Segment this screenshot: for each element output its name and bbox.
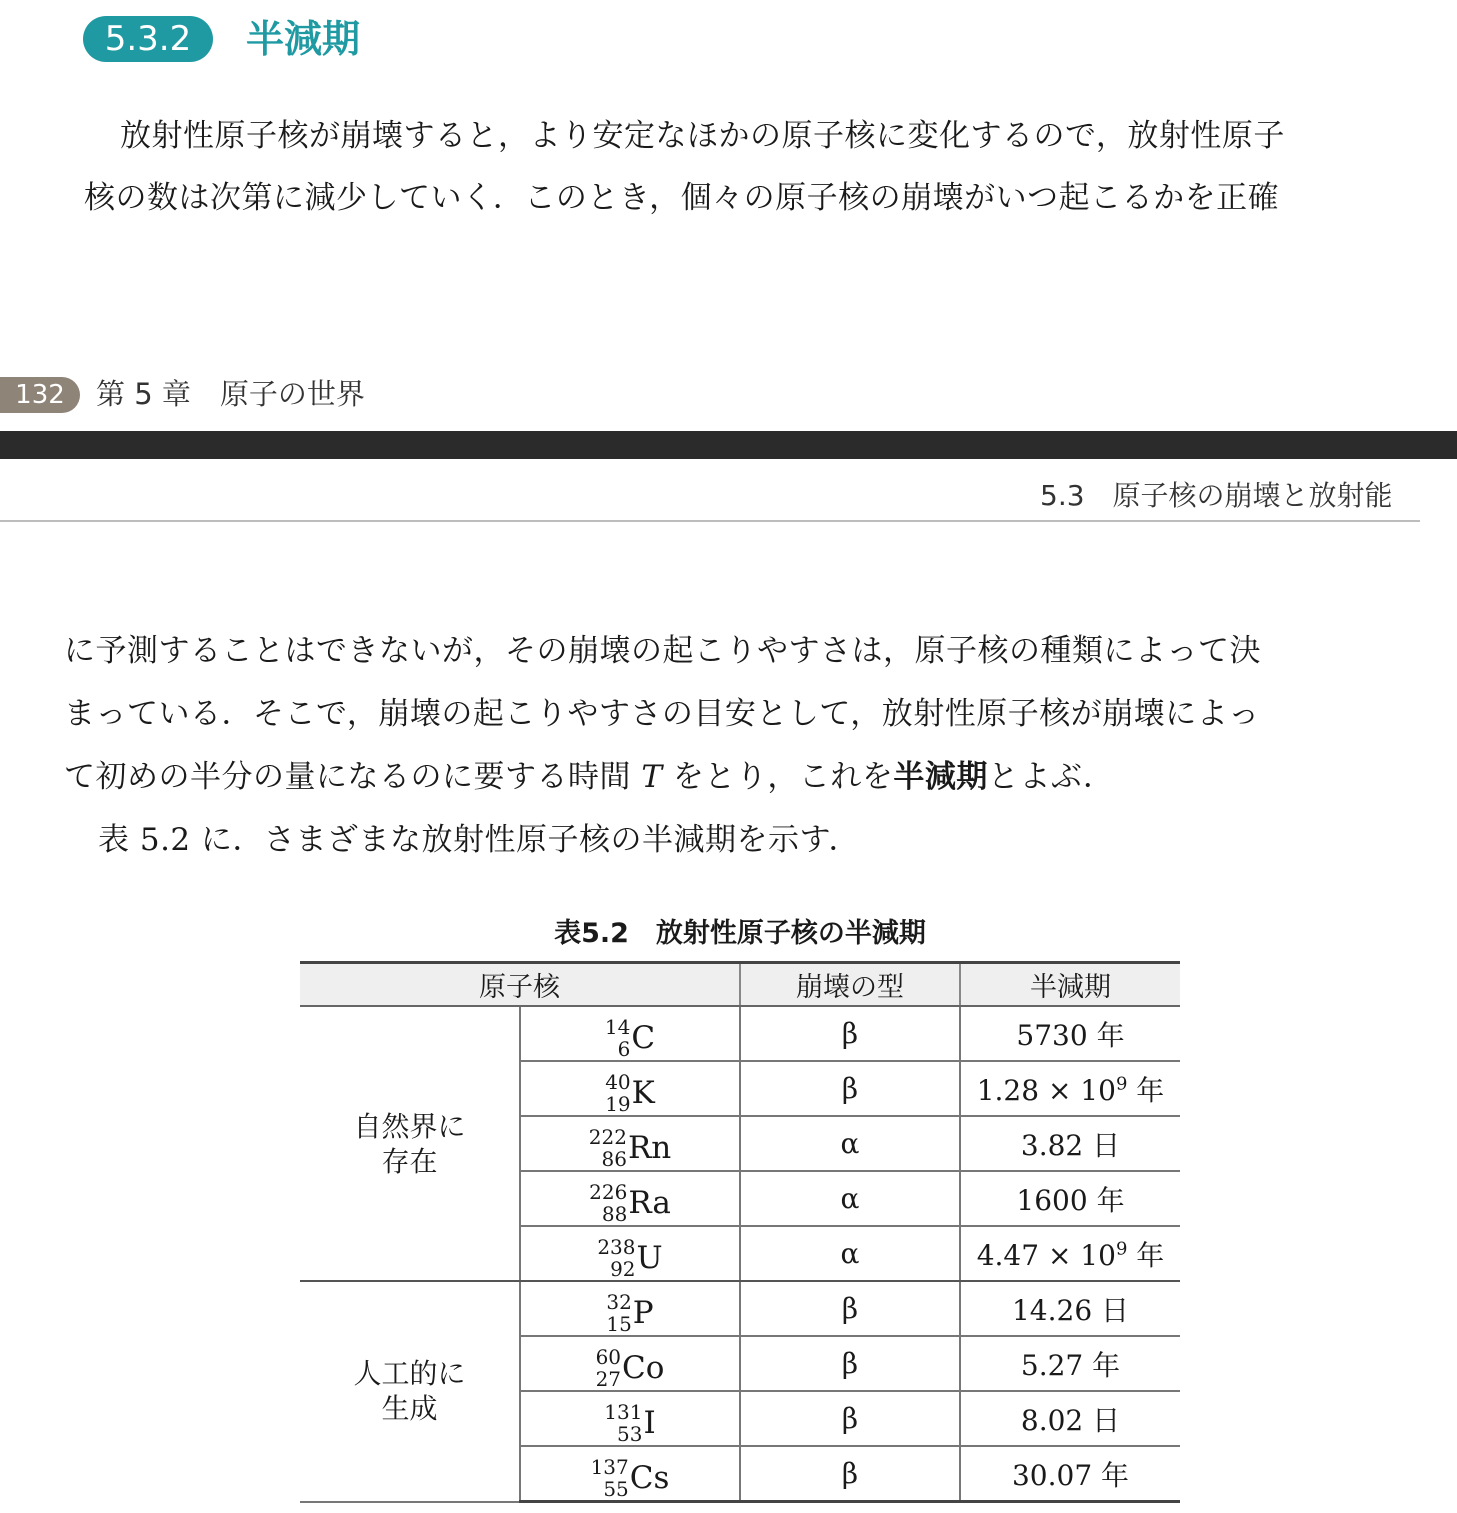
mass-number: 60 (595, 1344, 622, 1369)
group-label-line: 人工的に (353, 1357, 466, 1391)
nuclide-cell (520, 1006, 740, 1061)
half-life-cell (960, 1226, 1180, 1281)
nuclide-indices (596, 1346, 621, 1390)
nuclide-indices (597, 1236, 635, 1280)
nuclide-cell (520, 1226, 740, 1281)
header-rule (0, 520, 1420, 522)
nuclide-indices (605, 1016, 630, 1060)
table-row (300, 1281, 1180, 1336)
element-symbol: Cs (629, 1459, 670, 1496)
atomic-number: 55 (603, 1476, 629, 1501)
text-span: とよぶ． (987, 759, 1115, 795)
nuclide-cell (520, 1446, 740, 1502)
decay-type-cell: α (740, 1171, 960, 1226)
nuclide-cell (520, 1281, 740, 1336)
element-symbol: I (643, 1404, 656, 1441)
atomic-number: 6 (617, 1036, 631, 1061)
mass-number: 222 (588, 1124, 627, 1149)
nuclide (591, 1456, 670, 1500)
section-number-badge: 5.3.2 (83, 16, 213, 62)
half-life-cell: 14.26 日 (960, 1281, 1180, 1336)
page-divider (0, 431, 1457, 459)
decay-type-cell: β (740, 1391, 960, 1446)
mass-number: 40 (605, 1069, 631, 1094)
nuclide-indices (589, 1126, 627, 1170)
half-life-cell: 5730 年 (960, 1006, 1180, 1061)
section-title: 半減期 (246, 17, 361, 61)
decay-type-cell: β (740, 1336, 960, 1391)
decay-type-cell: α (740, 1116, 960, 1171)
header-decay-type: 崩壊の型 (740, 963, 960, 1007)
paragraph-line: 核の数は次第に減少していく．このとき，個々の原子核の崩壊がいつ起こるかを正確 (84, 180, 1280, 216)
decay-type-cell: α (740, 1226, 960, 1281)
nuclide-indices (591, 1456, 629, 1500)
half-life-mantissa: 1.28 × 10 (976, 1073, 1116, 1107)
nuclide-cell (520, 1061, 740, 1116)
group-label-line: 自然界に (353, 1109, 466, 1143)
term-half-life: 半減期 (893, 759, 988, 795)
table-header-row (300, 963, 1180, 1007)
decay-type-cell: β (740, 1281, 960, 1336)
element-symbol: Co (622, 1349, 665, 1386)
nuclide-cell (520, 1116, 740, 1171)
element-symbol: C (631, 1019, 656, 1056)
atomic-number: 92 (610, 1256, 636, 1281)
half-life-cell: 1600 年 (960, 1171, 1180, 1226)
nuclide-cell (520, 1336, 740, 1391)
half-life-cell (960, 1061, 1180, 1116)
nuclide (605, 1071, 655, 1115)
nuclide-indices (605, 1071, 630, 1115)
paragraph-line: に予測することはできないが，その崩壊の起こりやすさは，原子核の種類によって決 (64, 633, 1261, 669)
atomic-number: 19 (605, 1091, 631, 1116)
atomic-number: 86 (601, 1146, 627, 1171)
text-span: て初めの半分の量になるのに要する時間 (64, 759, 642, 795)
half-life-cell: 3.82 日 (960, 1116, 1180, 1171)
text-span: をとり，これを (662, 759, 894, 795)
nuclide-cell (520, 1171, 740, 1226)
group-label-line: 生成 (381, 1392, 438, 1426)
nuclide (589, 1181, 671, 1225)
group-label-line: 存在 (381, 1144, 438, 1178)
paragraph-line: 表 5.2 に．さまざまな放射性原子核の半減期を示す． (98, 822, 861, 858)
nuclide (606, 1291, 653, 1335)
nuclide (589, 1126, 672, 1170)
atomic-number: 15 (606, 1311, 632, 1336)
atomic-number: 53 (617, 1421, 643, 1446)
decay-type-cell: β (740, 1061, 960, 1116)
nuclide (605, 1016, 655, 1060)
half-life-exponent: 9 (1115, 1073, 1128, 1095)
table-caption: 表5.2 放射性原子核の半減期 (554, 918, 926, 949)
nuclide (597, 1236, 662, 1280)
paragraph-line (64, 746, 1115, 808)
mass-number: 131 (604, 1399, 643, 1424)
nuclide-indices (589, 1181, 627, 1225)
paragraph-line: まっている．そこで，崩壊の起こりやすさの目安として，放射性原子核が崩壊によっ (64, 696, 1260, 732)
decay-type-cell: β (740, 1446, 960, 1502)
element-symbol: Ra (628, 1184, 671, 1221)
nuclide-indices (606, 1291, 631, 1335)
page-number-badge: 132 (0, 377, 80, 413)
header-half-life: 半減期 (960, 963, 1180, 1007)
half-life-exponent: 9 (1115, 1238, 1128, 1260)
header-nucleus: 原子核 (300, 963, 740, 1007)
half-life-cell: 8.02 日 (960, 1391, 1180, 1446)
nuclide-indices (604, 1401, 642, 1445)
half-life-table (300, 961, 1180, 1503)
half-life-mantissa: 4.47 × 10 (976, 1238, 1116, 1272)
running-header: 5.3 原子核の崩壊と放射能 (1040, 479, 1393, 512)
mass-number: 14 (604, 1014, 631, 1039)
paragraph-line: 放射性原子核が崩壊すると，より安定なほかの原子核に変化するので，放射性原子 (120, 118, 1285, 154)
element-symbol: P (632, 1294, 654, 1331)
mass-number: 226 (589, 1179, 628, 1204)
decay-type-cell: β (740, 1006, 960, 1061)
mass-number: 238 (597, 1234, 636, 1259)
nuclide (604, 1401, 655, 1445)
half-life-unit: 年 (1127, 1238, 1165, 1272)
half-life-unit: 年 (1127, 1073, 1165, 1107)
nuclide (596, 1346, 665, 1390)
mass-number: 32 (606, 1289, 632, 1314)
element-symbol: Rn (627, 1129, 672, 1166)
group-label (300, 1006, 520, 1281)
variable-T: T (641, 759, 663, 795)
table-row (300, 1006, 1180, 1061)
nuclide-cell (520, 1391, 740, 1446)
group-label (300, 1281, 520, 1502)
element-symbol: U (636, 1239, 663, 1276)
element-symbol: K (631, 1074, 655, 1111)
half-life-cell: 30.07 年 (960, 1446, 1180, 1502)
atomic-number: 88 (601, 1201, 628, 1226)
half-life-cell: 5.27 年 (960, 1336, 1180, 1391)
atomic-number: 27 (595, 1366, 622, 1391)
mass-number: 137 (590, 1454, 629, 1479)
chapter-label: 第 5 章 原子の世界 (96, 377, 365, 411)
